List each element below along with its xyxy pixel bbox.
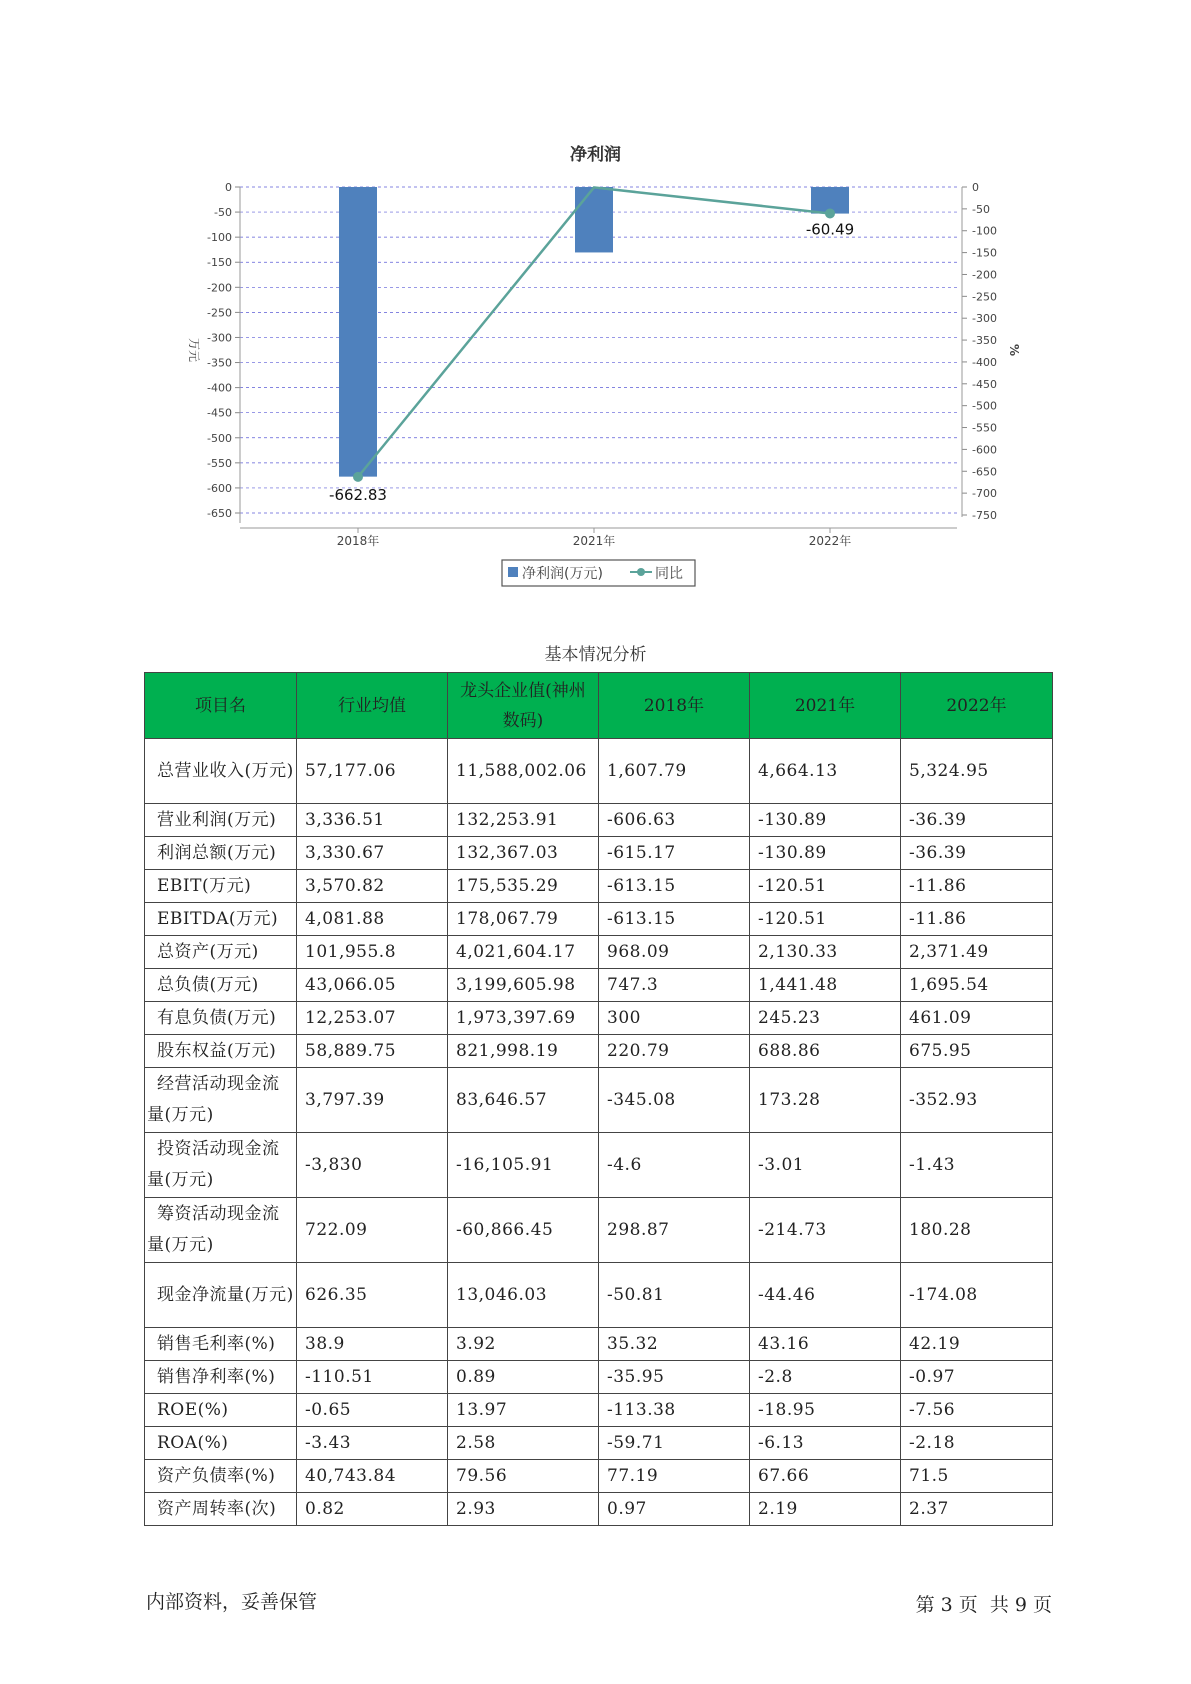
- cell-leader: 3.92: [448, 1328, 599, 1361]
- cell-leader: -16,105.91: [448, 1133, 599, 1198]
- y2-tick-label: -700: [972, 487, 997, 501]
- cell-label: 投资活动现金流量(万元): [145, 1133, 297, 1198]
- cell-industry-avg: 101,955.8: [297, 936, 448, 969]
- y2-tick-label: -200: [972, 268, 997, 282]
- cell-2021: -2.8: [750, 1361, 901, 1394]
- chart-title: 净利润: [570, 145, 621, 165]
- cell-2018: 0.97: [599, 1493, 750, 1526]
- table-row-financing-cash-flow: [145, 1198, 1053, 1263]
- cell-leader: 0.89: [448, 1361, 599, 1394]
- cell-leader: 4,021,604.17: [448, 936, 599, 969]
- cell-2022: -352.93: [901, 1068, 1053, 1133]
- header-2018: 2018年: [599, 673, 750, 739]
- cell-2022: 675.95: [901, 1035, 1053, 1068]
- cell-2022: 461.09: [901, 1002, 1053, 1035]
- cell-label: 总营业收入(万元): [145, 739, 297, 804]
- cell-2021: 245.23: [750, 1002, 901, 1035]
- y2-tick-label: -550: [972, 421, 997, 435]
- cell-industry-avg: 38.9: [297, 1328, 448, 1361]
- x-tick-label: 2022年: [808, 534, 852, 548]
- cell-label: ROE(%): [145, 1394, 297, 1427]
- cell-2021: -3.01: [750, 1133, 901, 1198]
- table-row-operating-profit: [145, 804, 1053, 837]
- y2-tick-label: -100: [972, 224, 997, 238]
- cell-industry-avg: 43,066.05: [297, 969, 448, 1002]
- y-tick-label: -450: [207, 406, 232, 420]
- y-tick-label: -250: [207, 306, 232, 320]
- header-industry-avg: 行业均值: [297, 673, 448, 739]
- cell-2021: -6.13: [750, 1427, 901, 1460]
- cell-2018: 35.32: [599, 1328, 750, 1361]
- bar: [575, 187, 613, 252]
- cell-2022: -36.39: [901, 837, 1053, 870]
- cell-leader: 13.97: [448, 1394, 599, 1427]
- cell-2021: 2.19: [750, 1493, 901, 1526]
- cell-2021: -44.46: [750, 1263, 901, 1328]
- cell-industry-avg: 0.82: [297, 1493, 448, 1526]
- cell-2021: 67.66: [750, 1460, 901, 1493]
- cell-leader: 79.56: [448, 1460, 599, 1493]
- cell-label: 资产负债率(%): [145, 1460, 297, 1493]
- analysis-table: [144, 672, 1053, 1526]
- cell-label: 资产周转率(次): [145, 1493, 297, 1526]
- table-row-net-margin: [145, 1361, 1053, 1394]
- y2-tick-label: -250: [972, 290, 997, 304]
- legend-label-bar: 净利润(万元): [522, 566, 603, 582]
- header-item: 项目名: [145, 673, 297, 739]
- cell-2018: -613.15: [599, 870, 750, 903]
- cell-2018: 747.3: [599, 969, 750, 1002]
- cell-2021: -18.95: [750, 1394, 901, 1427]
- y-axis-title: 万元: [187, 337, 201, 363]
- cell-label: 现金净流量(万元): [145, 1263, 297, 1328]
- cell-industry-avg: 12,253.07: [297, 1002, 448, 1035]
- cell-leader: 2.58: [448, 1427, 599, 1460]
- cell-2018: 77.19: [599, 1460, 750, 1493]
- cell-2022: -36.39: [901, 804, 1053, 837]
- cell-2021: 2,130.33: [750, 936, 901, 969]
- cell-label: 营业利润(万元): [145, 804, 297, 837]
- y-tick-label: -150: [207, 256, 232, 270]
- cell-2018: -4.6: [599, 1133, 750, 1198]
- footer-page-number: 第 3 页 共 9 页: [915, 1594, 1052, 1616]
- data-label: -662.83: [329, 485, 387, 504]
- footer-note: 内部资料，妥善保管: [146, 1591, 318, 1613]
- cell-2022: 2.37: [901, 1493, 1053, 1526]
- cell-leader: 3,199,605.98: [448, 969, 599, 1002]
- cell-2018: 1,607.79: [599, 739, 750, 804]
- cell-industry-avg: -3,830: [297, 1133, 448, 1198]
- table-row-interest-bearing-debt: [145, 1002, 1053, 1035]
- cell-industry-avg: 3,330.67: [297, 837, 448, 870]
- cell-industry-avg: 3,336.51: [297, 804, 448, 837]
- cell-2021: -120.51: [750, 903, 901, 936]
- cell-industry-avg: -0.65: [297, 1394, 448, 1427]
- header-2021: 2021年: [750, 673, 901, 739]
- cell-industry-avg: 3,570.82: [297, 870, 448, 903]
- cell-leader: -60,866.45: [448, 1198, 599, 1263]
- y2-axis-title: %: [1007, 343, 1021, 357]
- y2-tick-label: -400: [972, 355, 997, 369]
- y2-tick-label: -50: [972, 202, 990, 216]
- cell-industry-avg: 626.35: [297, 1263, 448, 1328]
- cell-2018: -35.95: [599, 1361, 750, 1394]
- cell-label: 有息负债(万元): [145, 1002, 297, 1035]
- x-tick-label: 2018年: [336, 534, 380, 548]
- cell-2022: 1,695.54: [901, 969, 1053, 1002]
- cell-2021: -120.51: [750, 870, 901, 903]
- y-tick-label: -500: [207, 431, 232, 445]
- table-row-net-cash-flow: [145, 1263, 1053, 1328]
- cell-label: 经营活动现金流量(万元): [145, 1068, 297, 1133]
- cell-2022: -0.97: [901, 1361, 1053, 1394]
- y2-tick-label: 0: [972, 181, 979, 194]
- net-profit-chart: [0, 0, 1191, 600]
- cell-industry-avg: 40,743.84: [297, 1460, 448, 1493]
- table-row-shareholder-equity: [145, 1035, 1053, 1068]
- cell-2018: 300: [599, 1002, 750, 1035]
- cell-label: 销售净利率(%): [145, 1361, 297, 1394]
- cell-leader: 132,367.03: [448, 837, 599, 870]
- cell-leader: 178,067.79: [448, 903, 599, 936]
- data-label: -60.49: [805, 220, 855, 239]
- chart-svg: [0, 0, 1191, 600]
- cell-2018: 220.79: [599, 1035, 750, 1068]
- y-tick-label: -650: [207, 507, 232, 520]
- line-point: [825, 208, 835, 218]
- cell-label: 总资产(万元): [145, 936, 297, 969]
- cell-2018: -113.38: [599, 1394, 750, 1427]
- cell-2022: 180.28: [901, 1198, 1053, 1263]
- bar: [339, 187, 377, 477]
- cell-2018: -50.81: [599, 1263, 750, 1328]
- cell-industry-avg: 58,889.75: [297, 1035, 448, 1068]
- table-caption: 基本情况分析: [544, 645, 647, 665]
- table-header-row: [145, 673, 1053, 739]
- cell-2022: -174.08: [901, 1263, 1053, 1328]
- cell-2022: -7.56: [901, 1394, 1053, 1427]
- cell-leader: 13,046.03: [448, 1263, 599, 1328]
- cell-2022: -2.18: [901, 1427, 1053, 1460]
- cell-2018: -345.08: [599, 1068, 750, 1133]
- cell-2018: -615.17: [599, 837, 750, 870]
- y2-tick-label: -750: [972, 509, 997, 522]
- cell-industry-avg: 722.09: [297, 1198, 448, 1263]
- table-row-roe: [145, 1394, 1053, 1427]
- y-tick-label: -550: [207, 456, 232, 470]
- cell-2022: 2,371.49: [901, 936, 1053, 969]
- cell-label: ROA(%): [145, 1427, 297, 1460]
- cell-label: 股东权益(万元): [145, 1035, 297, 1068]
- cell-2022: 42.19: [901, 1328, 1053, 1361]
- cell-label: 销售毛利率(%): [145, 1328, 297, 1361]
- cell-2021: -214.73: [750, 1198, 901, 1263]
- y-tick-label: -350: [207, 356, 232, 370]
- cell-2021: 688.86: [750, 1035, 901, 1068]
- cell-label: 利润总额(万元): [145, 837, 297, 870]
- cell-2021: 1,441.48: [750, 969, 901, 1002]
- table-row-roa: [145, 1427, 1053, 1460]
- cell-2021: -130.89: [750, 804, 901, 837]
- line-point: [353, 472, 363, 482]
- table-row-total-liabilities: [145, 969, 1053, 1002]
- cell-label: 筹资活动现金流量(万元): [145, 1198, 297, 1263]
- table-row-total-revenue: [145, 739, 1053, 804]
- cell-industry-avg: -3.43: [297, 1427, 448, 1460]
- y-tick-label: -400: [207, 381, 232, 395]
- header-leader: 龙头企业值(神州数码): [448, 673, 599, 739]
- cell-leader: 132,253.91: [448, 804, 599, 837]
- cell-leader: 11,588,002.06: [448, 739, 599, 804]
- cell-leader: 175,535.29: [448, 870, 599, 903]
- cell-leader: 2.93: [448, 1493, 599, 1526]
- cell-industry-avg: 3,797.39: [297, 1068, 448, 1133]
- cell-leader: 1,973,397.69: [448, 1002, 599, 1035]
- cell-2018: 298.87: [599, 1198, 750, 1263]
- table-row-total-assets: [145, 936, 1053, 969]
- y-tick-label: -100: [207, 231, 232, 245]
- legend-label-line: 同比: [655, 566, 683, 582]
- cell-leader: 821,998.19: [448, 1035, 599, 1068]
- y-tick-label: 0: [225, 181, 232, 194]
- y2-tick-label: -450: [972, 377, 997, 391]
- cell-2022: 71.5: [901, 1460, 1053, 1493]
- cell-2018: -59.71: [599, 1427, 750, 1460]
- y2-tick-label: -300: [972, 312, 997, 326]
- table-row-total-profit: [145, 837, 1053, 870]
- y2-tick-label: -150: [972, 246, 997, 260]
- y2-tick-label: -600: [972, 443, 997, 457]
- cell-2022: -11.86: [901, 903, 1053, 936]
- table-row-asset-turnover: [145, 1493, 1053, 1526]
- cell-industry-avg: 4,081.88: [297, 903, 448, 936]
- y2-tick-label: -350: [972, 334, 997, 348]
- table-row-operating-cash-flow: [145, 1068, 1053, 1133]
- cell-label: 总负债(万元): [145, 969, 297, 1002]
- y2-tick-label: -500: [972, 399, 997, 413]
- legend-swatch-bar: [508, 567, 518, 577]
- cell-2022: -11.86: [901, 870, 1053, 903]
- cell-2018: -606.63: [599, 804, 750, 837]
- header-2022: 2022年: [901, 673, 1053, 739]
- cell-2022: -1.43: [901, 1133, 1053, 1198]
- table-row-ebitda: [145, 903, 1053, 936]
- cell-2018: -613.15: [599, 903, 750, 936]
- cell-2022: 5,324.95: [901, 739, 1053, 804]
- table-row-ebit: [145, 870, 1053, 903]
- y-tick-label: -50: [214, 206, 232, 220]
- cell-2021: 4,664.13: [750, 739, 901, 804]
- cell-2021: 173.28: [750, 1068, 901, 1133]
- cell-industry-avg: -110.51: [297, 1361, 448, 1394]
- legend-swatch-dot: [637, 568, 645, 576]
- y-tick-label: -600: [207, 481, 232, 495]
- cell-leader: 83,646.57: [448, 1068, 599, 1133]
- cell-label: EBIT(万元): [145, 870, 297, 903]
- y2-tick-label: -650: [972, 465, 997, 479]
- cell-label: EBITDA(万元): [145, 903, 297, 936]
- table-row-gross-margin: [145, 1328, 1053, 1361]
- y-tick-label: -300: [207, 331, 232, 345]
- table-row-debt-ratio: [145, 1460, 1053, 1493]
- y-tick-label: -200: [207, 281, 232, 295]
- cell-2021: -130.89: [750, 837, 901, 870]
- cell-industry-avg: 57,177.06: [297, 739, 448, 804]
- cell-2021: 43.16: [750, 1328, 901, 1361]
- table-row-investing-cash-flow: [145, 1133, 1053, 1198]
- cell-2018: 968.09: [599, 936, 750, 969]
- x-tick-label: 2021年: [572, 534, 616, 548]
